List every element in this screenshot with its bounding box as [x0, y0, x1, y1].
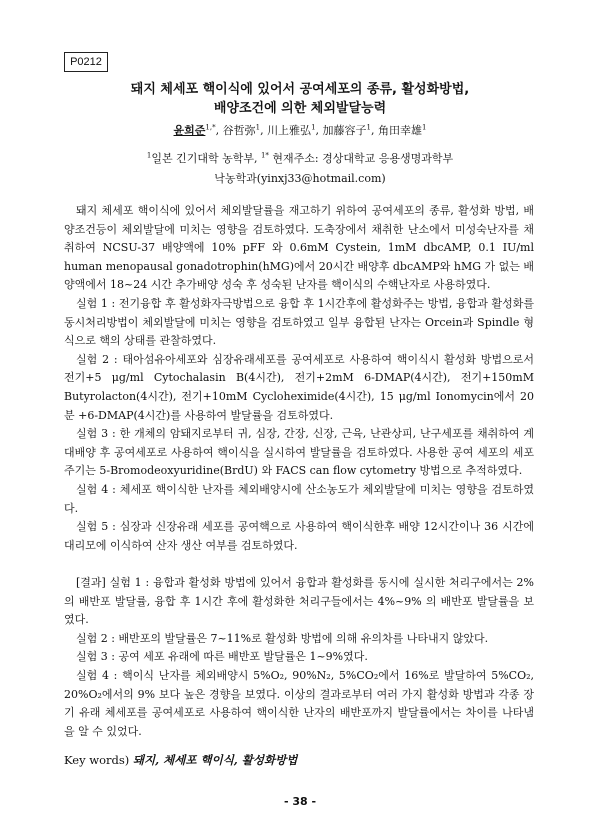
author-sup: 1	[366, 123, 371, 132]
paragraph-exp3: 실험 3 : 한 개체의 암돼지로부터 귀, 심장, 간장, 신장, 근육, 난관상피, 난구세포를 채취하여 계대배양 후 공여세포로 사용하여 핵이식을 실시하여 발달률을 검토하였다. 사용한 공여 세포의 세포주기는 5-Bromodeoxyuridine(BrdU) 와 FACS can flow cytometry 방법으로 추적하였다.	[64, 427, 534, 478]
result-1: [결과] 실험 1 : 융합과 활성화 방법에 있어서 융합과 활성화를 동시에 실시한 처리구에서는 2% 의 배반포 발달률, 융합 후 1시간 후에 활성화한 처리구들에서는 4%~9% 의 배반포 발달률을 보였다.	[64, 576, 534, 627]
author-sup: 1,*	[205, 123, 216, 132]
author-sup: 1	[311, 123, 316, 132]
author: 加藤容子	[322, 124, 367, 137]
author: 川上雅弘	[267, 124, 312, 137]
paragraph-exp4: 실험 4 : 체세포 핵이식한 난자를 체외배양시에 산소농도가 체외발달에 미치는 영향을 검토하였다.	[64, 482, 534, 515]
result-2: 실험 2 : 배반포의 발달률은 7~11%로 활성화 방법에 의해 유의차를 나타내지 않았다.	[76, 631, 489, 645]
page-number: - 38 -	[283, 795, 317, 808]
keywords	[64, 752, 297, 768]
affiliation-line-1	[0, 150, 600, 166]
paragraph-exp1: 실험 1 : 전기융합 후 활성화자극방법으로 융합 후 1시간후에 활성화주는 방법, 융합과 활성화를 동시처리방법이 체외발달에 미치는 영향을 검토하였고 일부 융합된 난자는 Orcein과 Spindle 형식으로 핵의 상태를 관찰하였다.	[64, 296, 534, 348]
result-4: 실험 4 : 핵이식 난자를 체외배양시 5%O₂, 90%N₂, 5%CO₂에서 16%로 발달하여 5%CO₂, 20%O₂에서의 9% 보다 높은 경향을 보였다. 이상의 결과로부터 여러 가지 활성화 방법과 각종 장기 유래 체세포를 공여세포로 사용하여 핵이식한 난자의 배반포까지 발달률에서는 차이를 나타냄을 알 수 있었다.	[64, 668, 534, 738]
results-body	[64, 574, 534, 741]
author-sup: 1	[422, 123, 427, 132]
author: 角田幸雄	[378, 124, 422, 137]
paragraph-exp5: 실험 5 : 심장과 신장유래 세포를 공여핵으로 사용하여 핵이식한후 배양 12시간이나 36 시간에 대리모에 이식하여 산자 생산 여부를 검토하였다.	[64, 520, 534, 552]
author-list: 윤희준$^{1,*}$, 谷哲弥$^1$, 川上雅弘$^1$, 加藤容子$^1$, 角田幸雄$^1$	[173, 123, 427, 137]
affil-text: 일본 긴기대학 농학부,	[151, 152, 261, 165]
title-line-1: 돼지 체세포 핵이식에 있어서 공여세포의 종류, 활성화방법,	[130, 82, 470, 97]
keywords-text: 돼지, 체세포 핵이식, 활성화방법	[132, 753, 298, 767]
result-3: 실험 3 : 공여 세포 유래에 따른 배반포 발달률은 1~9%였다.	[76, 650, 368, 664]
title-line-2: 배양조건에 의한 체외발달능력	[213, 101, 387, 116]
author: 谷哲弥	[222, 124, 256, 137]
keywords-label: Key words)	[64, 753, 130, 767]
affil-sup: 1	[146, 151, 152, 160]
abstract-code: P0212	[64, 52, 108, 72]
paragraph-exp2: 실험 2 : 태아섬유아세포와 심장유래세포를 공여세포로 사용하여 핵이식시 활성화 방법으로서 전기+5 μg/ml Cytochalasin B(4시간), 전기+2mM 6-DMAP(4시간), 전기+150mM Butyrolacton(4시간), 전기+10mM Cycloheximide(4시간), 15 μg/ml Ionomycin에서 20분 +6-DMAP(4시간)를 사용하여 발달률을 검토하였다.	[64, 352, 534, 422]
affil-text: 현재주소: 경상대학교 응용생명과학부	[268, 152, 454, 165]
affiliation-line-2: 낙농학과(yinxj33@hotmail.com)	[214, 172, 386, 185]
paragraph-intro: 돼지 체세포 핵이식에 있어서 체외발달률을 재고하기 위하여 공여세포의 종류, 활성화 방법, 배양조건등이 체외발달에 미치는 영향을 검토하였다. 도축장에서 채취한 난소에서 미성숙난자를 채취하여 NCSU-37 배양액에 10% pFF 와 0.6mM Cystein, 1mM dbcAMP, 0.1 IU/ml human menopausal gonadotrophin(hMG)에서 20시간 배양후 dbcAMP와 hMG 가 없는 배양액에서 18~24 시간 추가배양 성숙 후 성숙된 난자를 핵이식의 수핵난자로 사용하였다.	[64, 204, 534, 292]
main-author: 윤희준	[173, 124, 206, 137]
author-sup: 1	[255, 123, 261, 132]
abstract-body	[64, 202, 534, 555]
affil-sup: 1*	[260, 151, 269, 160]
